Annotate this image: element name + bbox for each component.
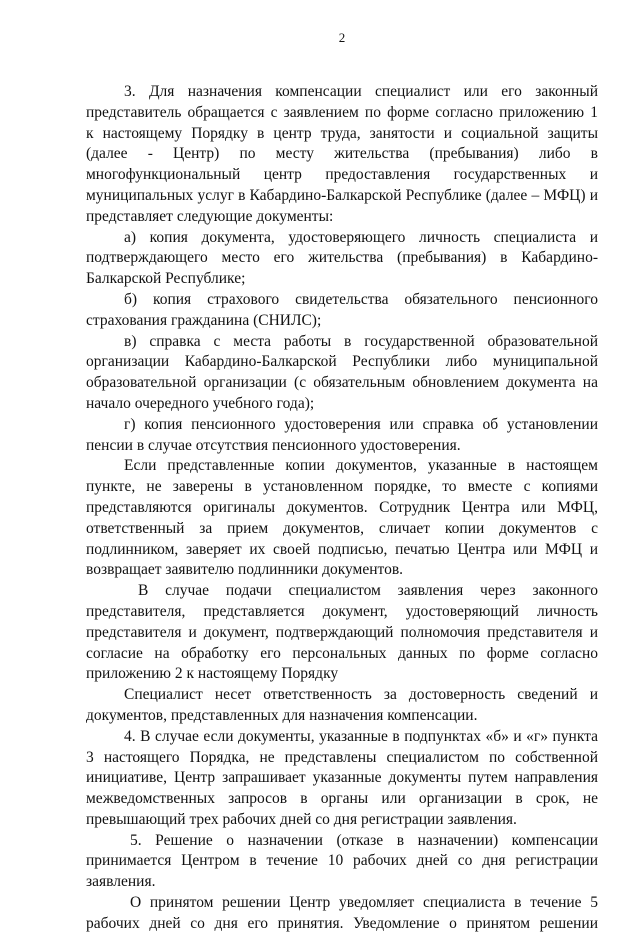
text-line: начало очередного учебного года); (86, 394, 315, 412)
text-line: б) копия страхового свидетельства обязательного пенсионного (124, 290, 598, 308)
text-line: Если представленные копии документов, указанные в настоящем (124, 457, 598, 475)
text-line: муниципальных услуг в Кабардино-Балкарской Республике (далее – МФЦ) и (86, 186, 598, 204)
paragraph (86, 332, 598, 415)
text-line: межведомственных запросов в органы или организации в срок, не (86, 790, 598, 808)
text-line: (далее - Центр) по месту жительства (пребывания) либо в (86, 145, 598, 163)
text-line: страхования гражданина (СНИЛС); (86, 311, 322, 329)
text-line: Балкарской Республике; (86, 270, 246, 288)
text-line: приложению 2 к настоящему Порядку (86, 665, 339, 683)
text-line: пункте, не заверены в установленном порядке, то вместе с копиями (86, 478, 598, 496)
text-line: рабочих дней со дня его принятия. Уведомление о принятом решении (86, 914, 598, 932)
text-line: Специалист несет ответственность за достоверность сведений и (124, 686, 598, 704)
text-line: 3. Для назначения компенсации специалист или его законный (124, 83, 598, 100)
text-line: документов, представленных для назначения компенсации. (86, 706, 478, 724)
text-line: образовательной организации (с обязательным обновлением документа на (86, 374, 598, 392)
text-line: подтверждающего место его жительства (пребывания) в Кабардино- (86, 249, 598, 267)
paragraph (86, 581, 598, 685)
paragraph (86, 893, 598, 935)
text-line: организации Кабардино-Балкарской Республики либо муниципальной (86, 353, 598, 371)
text-line: многофункциональный центр предоставления государственных и (86, 166, 598, 184)
paragraph (86, 831, 598, 893)
text-line: возвращает заявителю подлинники документов. (86, 561, 404, 579)
document-body (86, 82, 598, 935)
text-line: к настоящему Порядку в центр труда, занятости и социальной защиты (86, 124, 598, 142)
text-line: в) справка с места работы в государственной образовательной (124, 332, 598, 350)
text-line: г) копия пенсионного удостоверения или справка об установлении (124, 415, 598, 433)
text-line: подлинником, заверяет их своей подписью, печатью Центра или МФЦ и (86, 540, 598, 558)
text-line: представителя, представляется документ, удостоверяющий личность (86, 602, 598, 620)
text-line: представляет следующие документы: (86, 207, 334, 225)
paragraph (86, 82, 598, 228)
text-line: 4. В случае если документы, указанные в подпунктах «б» и «г» пункта (124, 727, 598, 745)
paragraph (86, 727, 598, 831)
text-line: представитель обращается с заявлением по форме согласно приложению 1 (86, 103, 598, 121)
paragraph (86, 685, 598, 727)
paragraph (86, 228, 598, 290)
text-line: 5. Решение о назначении (отказе в назначении) компенсации (130, 831, 598, 849)
text-line: согласие на обработку его персональных данных по форме согласно (86, 644, 598, 662)
paragraph (86, 290, 598, 332)
text-line: заявления. (86, 873, 156, 891)
text-line: представляются оригиналы документов. Сотрудник Центра или МФЦ, (86, 498, 598, 516)
text-line: превышающий трех рабочих дней со дня регистрации заявления. (86, 810, 517, 828)
text-line: О принятом решении Центр уведомляет специалиста в течение 5 (130, 894, 598, 912)
text-line: инициативе, Центр запрашивает указанные документы путем направления (86, 769, 598, 787)
text-line: а) копия документа, удостоверяющего личность специалиста и (124, 228, 598, 246)
text-line: представителя и документ, подтверждающий полномочия представителя и (86, 623, 598, 641)
text-line: ответственный за прием документов, сличает копии документов с (86, 519, 598, 537)
text-line: В случае подачи специалистом заявления через законного (138, 582, 598, 600)
paragraph (86, 415, 598, 457)
paragraph (86, 456, 598, 581)
text-line: принимается Центром в течение 10 рабочих дней со дня регистрации (86, 852, 598, 870)
page-number: 2 (338, 30, 346, 45)
text-line: пенсии в случае отсутствия пенсионного удостоверения. (86, 436, 461, 454)
text-line: 3 настоящего Порядка, не представлены специалистом по собственной (86, 748, 598, 766)
